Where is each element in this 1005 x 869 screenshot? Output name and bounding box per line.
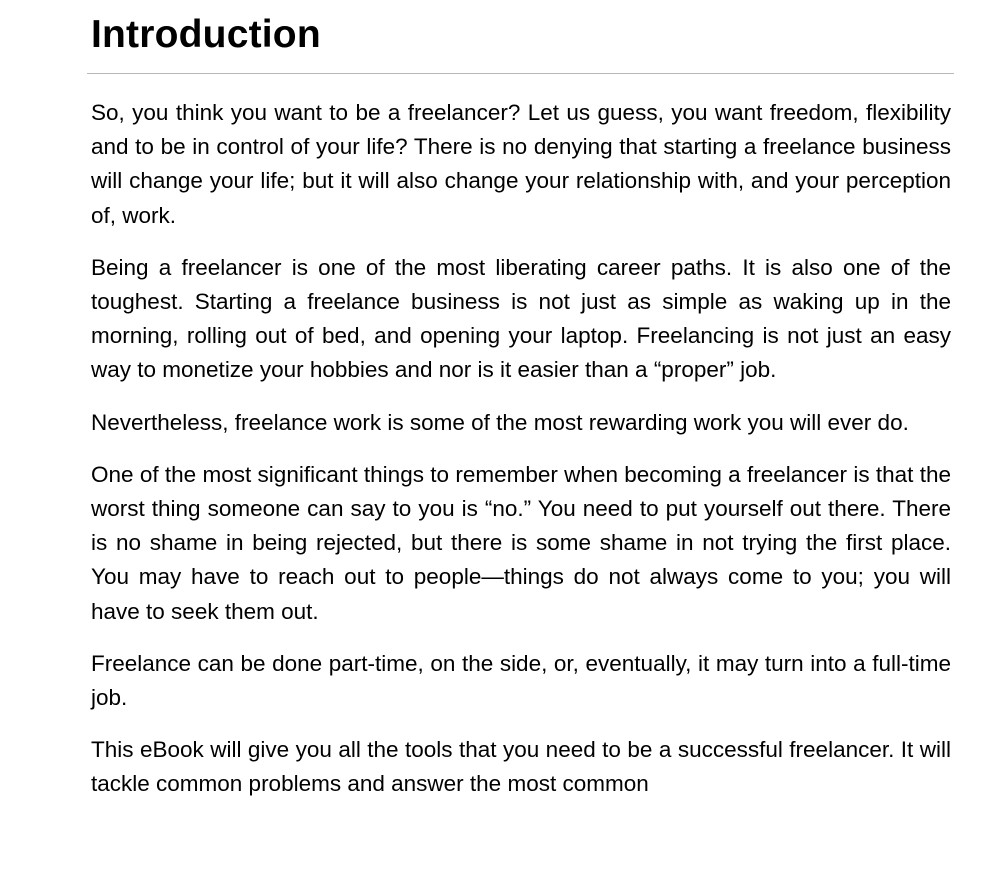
document-body xyxy=(91,96,951,820)
paragraph-3: Nevertheless, freelance work is some of the most rewarding work you will ever do. xyxy=(91,409,909,435)
paragraph-4: One of the most significant things to remember when becoming a freelancer is that the worst thing someone can say to you is “no.” You need to put yourself out there. There is no shame in being rejected, but there is some shame in not trying the first place. You may have to reach out to people—things do not always come to you; you will have to seek them out. xyxy=(91,461,951,624)
paragraph-2: Being a freelancer is one of the most liberating career paths. It is also one of the toughest. Starting a freelance business is not just as simple as waking up in the morning, rolling out of bed, and opening your laptop. Freelancing is not just an easy way to monetize your hobbies and nor is it easier than a “proper” job. xyxy=(91,254,951,383)
page-title: Introduction xyxy=(91,13,321,56)
title-divider xyxy=(87,73,954,74)
paragraph-6: This eBook will give you all the tools that you need to be a successful freelancer. It will tackle common problems and answer the most common xyxy=(91,737,951,797)
paragraph-5: Freelance can be done part-time, on the side, or, eventually, it may turn into a full-time job. xyxy=(91,650,951,711)
paragraph-1: So, you think you want to be a freelancer? Let us guess, you want freedom, flexibility and to be in control of your life? There is no denying that starting a freelance business will change your life; but it will also change your relationship with, and your perception of, work. xyxy=(91,100,951,228)
